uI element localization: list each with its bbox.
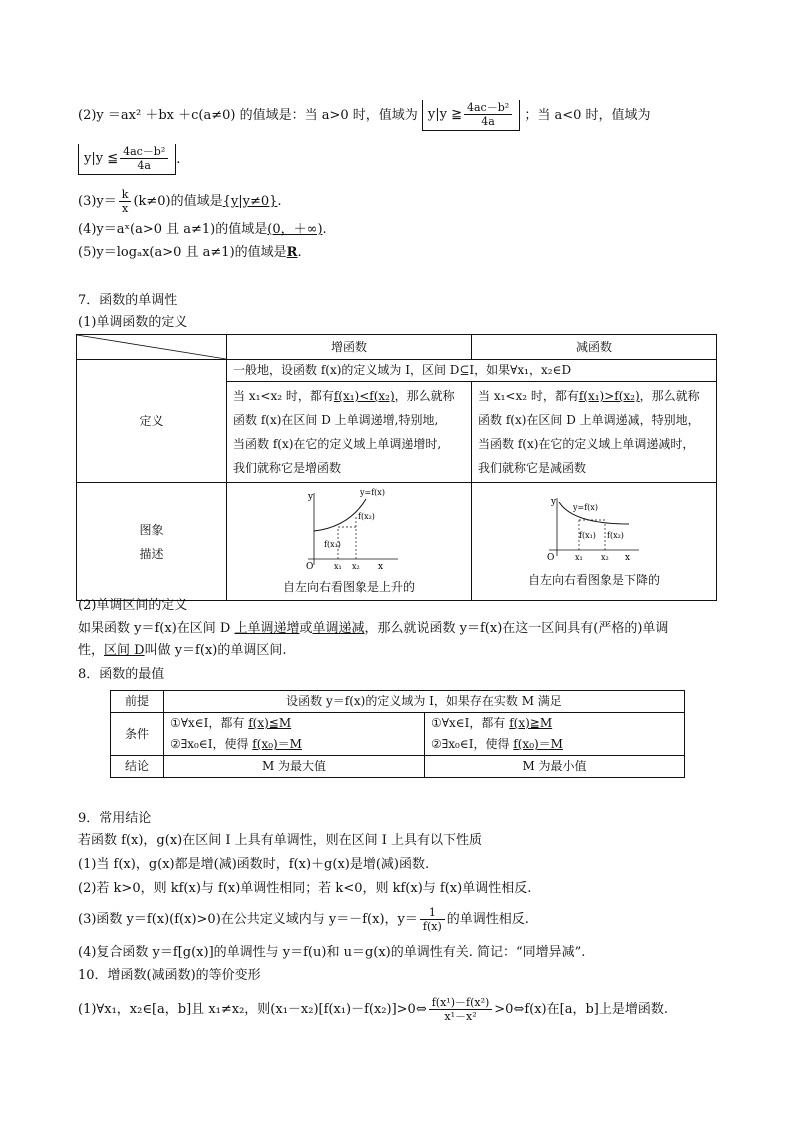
text: ，那么就说函数 y＝f(x)在这一区间具有(严格的)单调 — [364, 621, 669, 636]
decreasing-caption: 自左向右看图象是下降的 — [527, 573, 660, 587]
period: . — [277, 194, 282, 209]
answer: R — [286, 245, 298, 260]
fraction — [429, 996, 493, 1023]
period: . — [297, 245, 302, 260]
text: 当 x₁<x₂ 时，都有 — [478, 389, 579, 403]
section-9-p4: (4)复合函数 y＝f[g(x)]的单调性与 y＝f(u)和 u＝g(x)的单调性有关. 简记：“同增异减”. — [78, 945, 586, 960]
curve-label: y=f(x) — [573, 503, 598, 512]
fraction — [464, 101, 512, 128]
set-lhs: y|y ≧ — [427, 107, 462, 122]
quadratic-text-2: ；当 a<0 时，值域为 — [524, 108, 651, 123]
blank: f(x)≧M — [509, 716, 553, 730]
f-x2-label: f(x₂) — [358, 512, 375, 521]
denominator: 4a — [137, 159, 151, 172]
quadratic-set-2 — [78, 144, 176, 175]
curve-label: y=f(x) — [360, 488, 385, 497]
text: 当函数 f(x)在它的定义域上单调递增时, — [233, 437, 442, 451]
text: 当函数 f(x)在它的定义域上单调递减时， — [478, 437, 695, 451]
text: 函数 f(x)在区间 D 上单调递增,特别地, — [233, 413, 439, 427]
decreasing-graph — [539, 494, 649, 564]
text: 我们就称它是减函数 — [478, 461, 587, 475]
x1-label: x₁ — [334, 562, 342, 571]
header-decreasing: 减函数 — [472, 335, 717, 360]
numerator: 1 — [420, 906, 445, 920]
text: (3)y＝ — [78, 194, 117, 209]
max-conclusion: M 为最大值 — [164, 756, 425, 778]
denominator: f(x) — [422, 920, 442, 933]
origin-label: O — [306, 562, 314, 571]
condition-label: 条件 — [111, 713, 164, 756]
f-x2-label: f(x₂) — [607, 531, 624, 540]
section-9-intro: 若函数 f(x)，g(x)在区间 I 上具有单调性，则在区间 I 上具有以下性质 — [78, 833, 483, 848]
denominator: x — [121, 202, 129, 215]
origin-label: O — [547, 553, 555, 563]
numerator: f(x¹)－f(x²) — [429, 996, 493, 1010]
increasing-graph-cell — [227, 483, 472, 601]
x-axis-label: x — [625, 553, 631, 563]
fraction — [120, 145, 168, 172]
text: ，那么就称 — [394, 389, 455, 403]
min-conclusion: M 为最小值 — [425, 756, 685, 778]
conclusion-label: 结论 — [111, 756, 164, 778]
fraction — [420, 906, 445, 933]
section-7-sub1: (1)单调函数的定义 — [78, 315, 188, 330]
text: ①∀x∈I，都有 — [431, 716, 510, 730]
log-range-line — [78, 244, 302, 262]
text: 我们就称它是增函数 — [233, 461, 342, 475]
section-9-p1: (1)当 f(x)，g(x)都是增(减)函数时，f(x)＋g(x)是增(减)函数. — [78, 857, 430, 872]
text: 函数 f(x)在区间 D 上单调递减，特别地， — [478, 413, 700, 427]
inverse-range-line — [78, 188, 282, 215]
condition: f(x₁)<f(x₂) — [333, 389, 395, 403]
section-9-heading: 9．常用结论 — [78, 811, 152, 826]
text: 如果函数 y＝f(x)在区间 D — [78, 621, 235, 636]
f-x1-label: f(x₁) — [579, 531, 596, 540]
section-9-p3 — [78, 906, 529, 933]
diagonal-line — [77, 335, 226, 359]
extremum-table — [110, 690, 685, 778]
premise-label: 前提 — [111, 691, 164, 713]
increasing-definition — [227, 382, 472, 483]
text: (5)y＝logₐx(a>0 且 a≠1)的值域是 — [78, 245, 287, 260]
interval-definition-2 — [78, 642, 286, 660]
period: . — [322, 222, 327, 237]
set-lhs: y|y ≦ — [84, 151, 119, 166]
period: . — [176, 152, 181, 167]
decreasing-definition — [472, 382, 717, 483]
section-8-heading: 8．函数的最值 — [78, 667, 165, 682]
increasing-caption: 自左向右看图象是上升的 — [282, 580, 415, 594]
header-diagonal-cell — [77, 335, 227, 360]
x2-label: x₂ — [601, 553, 609, 562]
interval-definition-1 — [78, 620, 668, 638]
row-image-label — [77, 483, 227, 601]
blank-1: 上单调递增 — [234, 621, 300, 636]
max-conditions — [164, 713, 425, 756]
x1-label: x₁ — [575, 553, 583, 562]
text: (k≠0)的值域是 — [133, 194, 223, 209]
quadratic-set-1 — [422, 100, 520, 131]
min-conditions — [425, 713, 685, 756]
denominator: x¹－x² — [444, 1010, 477, 1023]
fraction — [119, 188, 132, 215]
text: ②∃x₀∈I，使得 — [170, 737, 253, 751]
text: 或 — [299, 621, 313, 636]
row-definition-label: 定义 — [77, 360, 227, 483]
section-10-p1 — [78, 996, 668, 1023]
text: >0⇔f(x)在[a，b]上是增函数. — [494, 1002, 668, 1017]
blank-2: 单调递减 — [312, 621, 365, 636]
text: 的单调性相反. — [446, 912, 529, 927]
x2-label: x₂ — [352, 562, 360, 571]
section-7-heading: 7．函数的单调性 — [78, 293, 178, 308]
section-10-heading: 10．增函数(减函数)的等价变形 — [78, 968, 261, 983]
blank-3: 区间 D — [104, 643, 145, 658]
premise-text: 设函数 y＝f(x)的定义域为 I，如果存在实数 M 满足 — [164, 691, 685, 713]
exp-range-line — [78, 221, 327, 239]
y-axis-label: y — [308, 492, 314, 502]
text: ①∀x∈I，都有 — [170, 716, 249, 730]
text: 当 x₁<x₂ 时，都有 — [233, 389, 334, 403]
numerator: k — [119, 188, 132, 202]
text: (4)y＝aˣ(a>0 且 a≠1)的值域是 — [78, 222, 268, 237]
numerator: 4ac－b² — [120, 145, 168, 159]
text: (1)∀x₁，x₂∈[a，b]且 x₁≠x₂，则(x₁－x₂)[f(x₁)－f(x₂)]>0⇔ — [78, 1002, 427, 1017]
text: ，那么就称 — [639, 389, 700, 403]
condition: f(x₁)>f(x₂) — [578, 389, 640, 403]
header-increasing: 增函数 — [227, 335, 472, 360]
denominator: 4a — [481, 115, 495, 128]
text: (3)函数 y＝f(x)(f(x)>0)在公共定义域内与 y＝－f(x)，y＝ — [78, 912, 418, 927]
text: 图象 — [139, 522, 164, 537]
blank: f(x₀)＝M — [513, 737, 563, 751]
text: 叫做 y＝f(x)的单调区间. — [144, 643, 287, 658]
text: 性， — [78, 643, 105, 658]
decreasing-graph-cell — [472, 483, 717, 601]
quadratic-range-line-2 — [78, 144, 180, 175]
y-axis-label: y — [551, 497, 557, 507]
f-x1-label: f(x₁) — [324, 540, 341, 549]
numerator: 4ac－b² — [464, 101, 512, 115]
x-axis-label: x — [378, 562, 384, 571]
quadratic-range-line — [78, 100, 651, 131]
definition-common: 一般地，设函数 f(x)的定义域为 I，区间 D⊆I，如果∀x₁，x₂∈D — [227, 360, 717, 382]
section-9-p2: (2)若 k>0，则 kf(x)与 f(x)单调性相同；若 k<0，则 kf(x)与 f(x)单调性相反. — [78, 881, 532, 896]
answer: {y|y≠0} — [222, 194, 278, 209]
answer: (0，＋∞) — [267, 222, 323, 237]
monotonic-table — [76, 334, 717, 601]
text: 描述 — [139, 546, 164, 561]
section-7-sub2: (2)单调区间的定义 — [78, 598, 188, 613]
text: ②∃x₀∈I，使得 — [431, 737, 514, 751]
blank: f(x₀)＝M — [252, 737, 302, 751]
quadratic-text: (2)y ＝ax² ＋bx ＋c(a≠0) 的值域是：当 a>0 时，值域为 — [78, 108, 418, 123]
increasing-graph — [294, 487, 404, 571]
blank: f(x)≦M — [248, 716, 292, 730]
